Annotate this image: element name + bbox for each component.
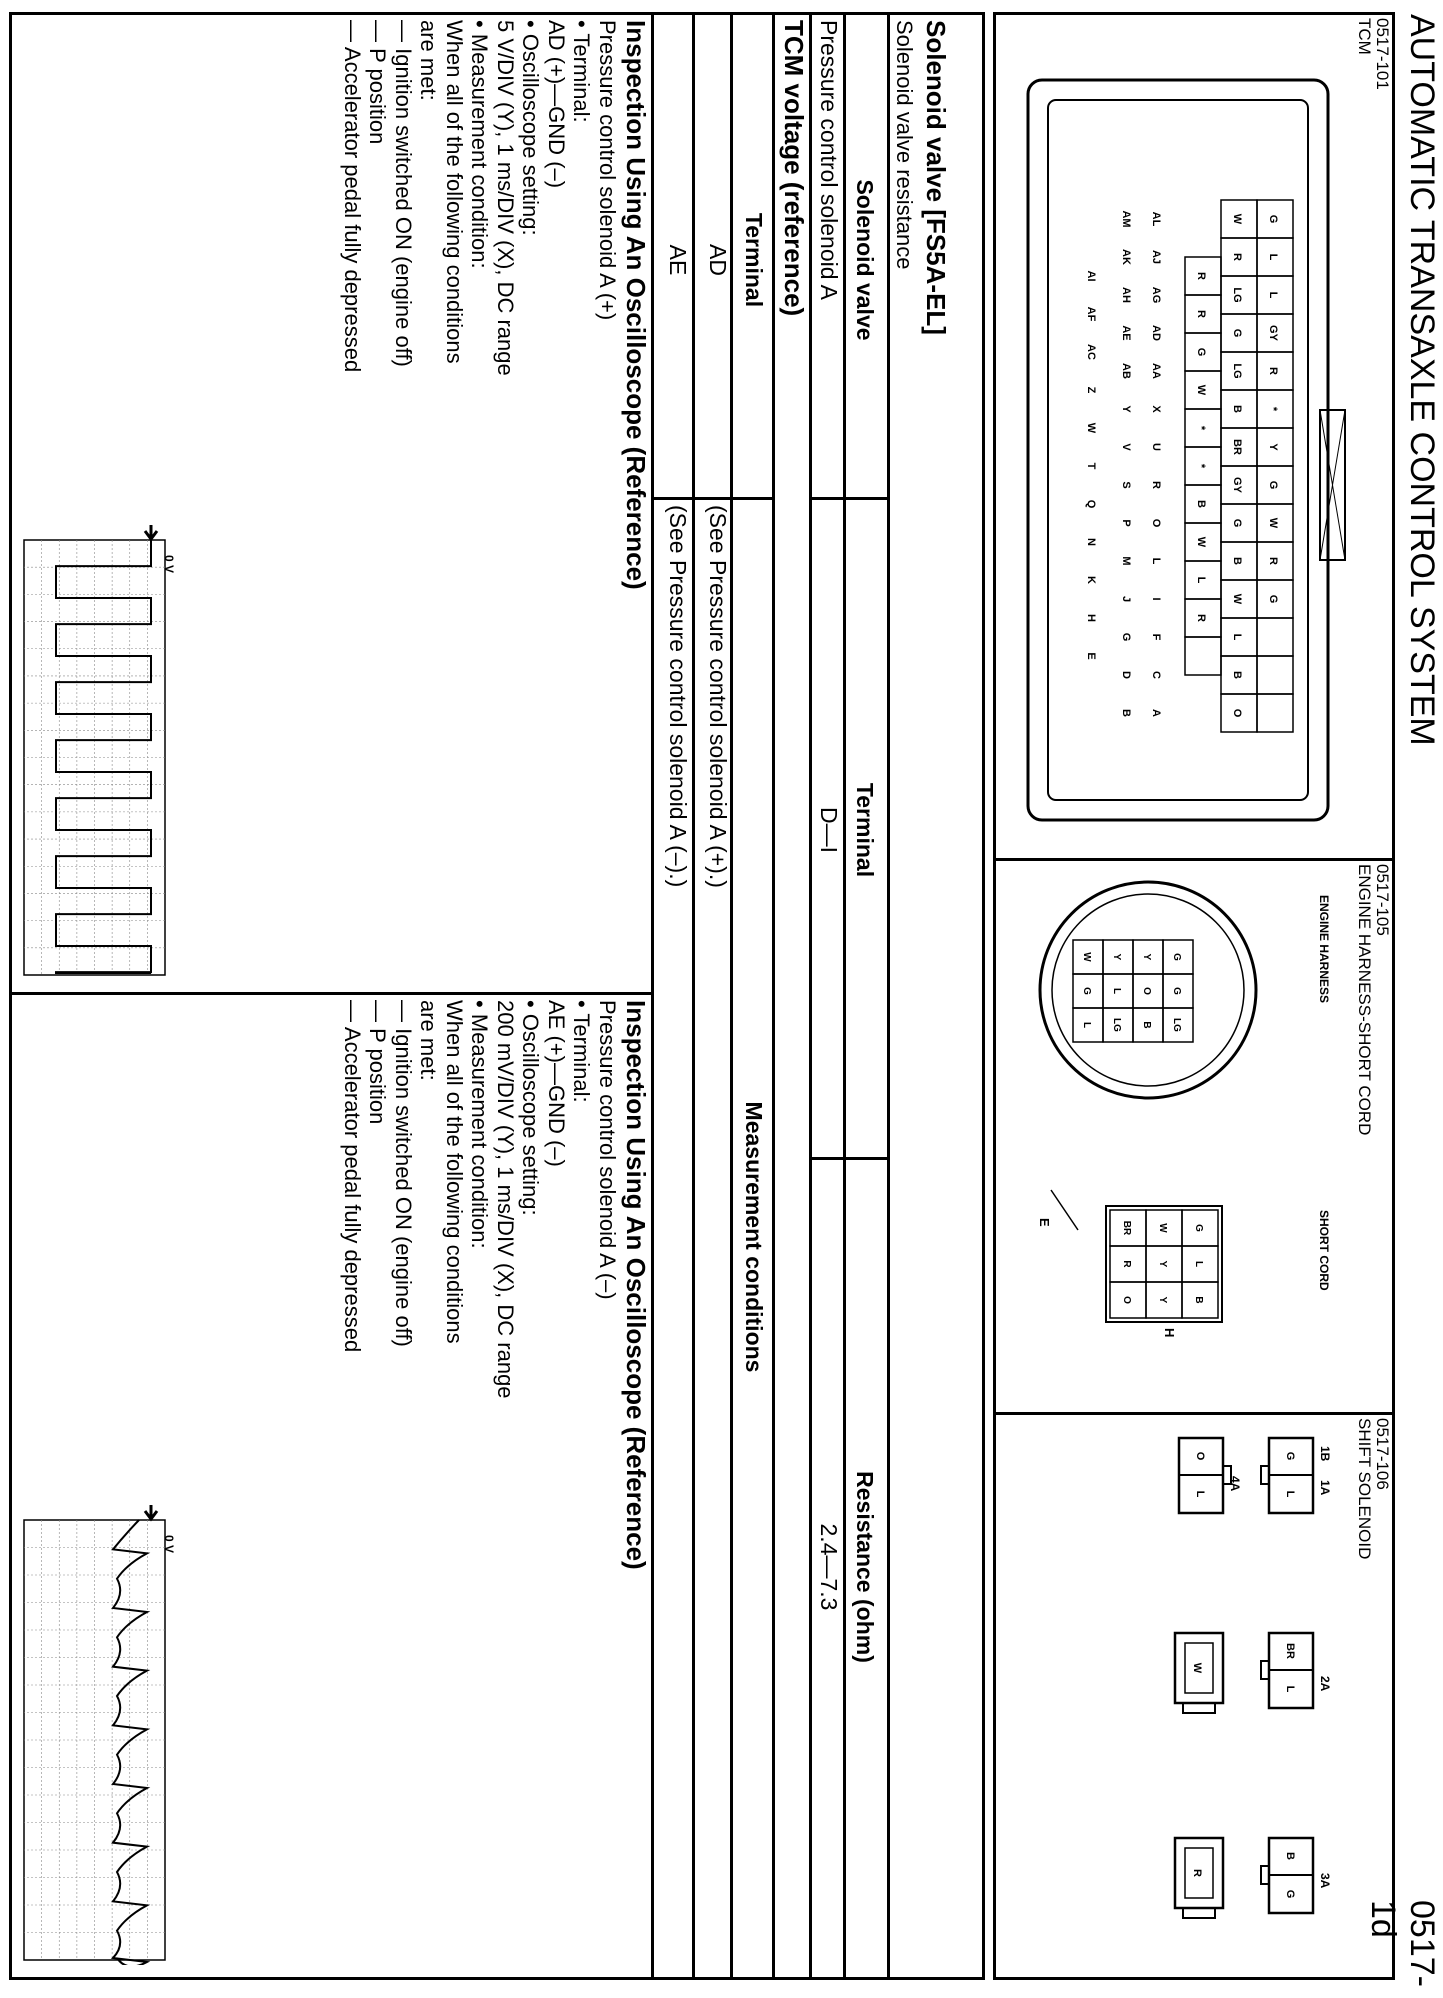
- wire-color: G: [1267, 480, 1279, 490]
- oscilloscope-heading: Inspection Using An Oscilloscope (Reference): [621, 20, 651, 590]
- pin-id: AF: [1085, 306, 1097, 322]
- col-resistance: Resistance (ohm): [852, 1471, 878, 1663]
- label-1a: 1A: [1318, 1480, 1332, 1496]
- tcm-connector-label: 0517-101 TCM: [1355, 18, 1392, 90]
- wire-color: *: [1195, 463, 1207, 469]
- instruction-line: Pressure control solenoid A (+): [595, 20, 620, 321]
- connector-2a: [1261, 1633, 1313, 1708]
- page-number: 0517-1d: [1364, 1900, 1441, 1987]
- pin-id: AH: [1120, 287, 1132, 303]
- pin-label: BR: [1284, 1643, 1296, 1659]
- pin-id: F: [1150, 633, 1162, 641]
- wire-color: L: [1193, 1260, 1204, 1268]
- label-2a: 2A: [1318, 1676, 1332, 1692]
- pin-label: L: [1194, 1490, 1206, 1498]
- shift-solenoid-connector-label: 0517-106 SHIFT SOLENOID: [1355, 1418, 1392, 1560]
- oscilloscope-waveform-plus: [18, 525, 173, 980]
- oscilloscope-instructions: [340, 1000, 621, 1970]
- pin-id: AG: [1150, 286, 1162, 304]
- oscilloscope-instructions: [340, 20, 621, 980]
- wire-color: R: [1267, 367, 1279, 375]
- wire-color: Y: [1267, 443, 1279, 451]
- wire-color: LG: [1111, 1018, 1122, 1032]
- label-1b: 1B: [1318, 1446, 1332, 1462]
- pin-id: D: [1120, 671, 1132, 679]
- pin-id: U: [1150, 443, 1162, 451]
- instruction-line: — Accelerator pedal fully depressed: [340, 20, 365, 373]
- pin-id: AE: [1120, 325, 1132, 341]
- pin-id: V: [1120, 443, 1132, 451]
- instruction-line: — Ignition switched ON (engine off): [391, 1000, 416, 1347]
- pin-id: J: [1120, 595, 1132, 603]
- wire-color: Y: [1111, 953, 1122, 961]
- pin-id: P: [1120, 519, 1132, 527]
- wire-color: W: [1231, 213, 1243, 225]
- col-solenoid-valve: Solenoid valve: [852, 179, 878, 341]
- panel-divider: [996, 1412, 1395, 1415]
- pin-id: M: [1120, 556, 1132, 566]
- instruction-line: — Ignition switched ON (engine off): [391, 20, 416, 367]
- wire-color: W: [1157, 1223, 1168, 1233]
- instruction-line: When all of the following conditions: [442, 1000, 467, 1344]
- label-4a: 4A: [1228, 1476, 1242, 1492]
- pin-id: I: [1150, 597, 1162, 601]
- wire-color: G: [1195, 347, 1207, 357]
- resistance-heading: Solenoid valve [FS5A-EL]: [921, 20, 951, 335]
- pin-id: N: [1085, 538, 1097, 546]
- pin-label: O: [1194, 1451, 1206, 1461]
- pin-label: W: [1191, 1662, 1203, 1674]
- instruction-line: Pressure control solenoid A (–): [595, 1000, 620, 1300]
- wire-color: R: [1195, 614, 1207, 622]
- wire-color: *: [1267, 406, 1279, 412]
- row-terminal: D—I: [816, 807, 842, 853]
- wire-color: O: [1121, 1296, 1132, 1304]
- resistance-subheading: Solenoid valve resistance: [892, 20, 917, 270]
- wire-color: BR: [1121, 1220, 1132, 1236]
- row-solenoid-valve: Pressure control solenoid A: [816, 20, 842, 300]
- wire-color: G: [1193, 1224, 1204, 1232]
- connector-r: [1175, 1838, 1223, 1918]
- wire-color: W: [1267, 517, 1279, 529]
- instruction-line: • Terminal:: [569, 1000, 595, 1103]
- wire-color: LG: [1231, 287, 1243, 303]
- instruction-line: 5 V/DIV (Y), 1 ms/DIV (X), DC range: [493, 20, 518, 376]
- instruction-line: AD (+)—GND (–): [544, 20, 569, 189]
- wire-color: O: [1231, 708, 1243, 718]
- wire-color: LG: [1231, 363, 1243, 379]
- pin-id: AA: [1150, 363, 1162, 379]
- pin-id: C: [1150, 671, 1162, 679]
- pin-id: AM: [1120, 210, 1132, 228]
- wire-color: G: [1267, 214, 1279, 224]
- wire-color: B: [1231, 557, 1243, 565]
- row-terminal-ae: AE: [665, 244, 691, 276]
- zero-arrow: [145, 525, 157, 539]
- pin-id: AI: [1085, 270, 1097, 282]
- engine-harness-label: ENGINE HARNESS: [1317, 895, 1331, 1004]
- pin-label: G: [1284, 1889, 1296, 1899]
- wire-color: R: [1267, 557, 1279, 565]
- wire-color: L: [1081, 1021, 1092, 1029]
- pin-id: AL: [1150, 211, 1162, 227]
- pin-cell: [1185, 637, 1221, 675]
- wire-color: B: [1193, 1296, 1204, 1304]
- pin-id: Q: [1085, 499, 1097, 509]
- harness-diagram: [1023, 880, 1313, 1400]
- wire-color: L: [1267, 253, 1279, 261]
- col-terminal: Terminal: [852, 782, 878, 878]
- pin-id: S: [1120, 481, 1132, 489]
- connector-4a: [1179, 1438, 1231, 1513]
- wire-color: GY: [1267, 325, 1279, 341]
- wire-color: BR: [1231, 439, 1243, 455]
- oscilloscope-section-minus: [340, 1000, 652, 1970]
- page-title: AUTOMATIC TRANSAXLE CONTROL SYSTEM: [1403, 14, 1441, 746]
- pin-id: H: [1085, 614, 1097, 622]
- row-terminal-ad: AD: [705, 244, 731, 276]
- wire-color: W: [1081, 952, 1092, 962]
- pin-label: B: [1284, 1852, 1296, 1860]
- wire-color: Y: [1157, 1296, 1168, 1304]
- instruction-line: — P position: [365, 20, 391, 145]
- pin-cell: [1257, 694, 1293, 732]
- row-resistance: 2.4—7.3: [816, 1523, 842, 1611]
- connector-3a: [1261, 1838, 1313, 1913]
- instruction-line: — P position: [365, 1000, 391, 1125]
- section-divider: [12, 992, 654, 995]
- waveform-trace: [56, 540, 151, 973]
- wire-color: B: [1231, 405, 1243, 413]
- instruction-line: are met:: [416, 1000, 442, 1081]
- zero-volt-label: 0 V: [162, 1535, 176, 1554]
- wire-color: R: [1121, 1260, 1132, 1268]
- zero-volt-label: 0 V: [162, 555, 176, 574]
- connector-w: [1175, 1633, 1223, 1713]
- pin-id: Z: [1085, 386, 1097, 394]
- wire-color: Y: [1157, 1260, 1168, 1268]
- instruction-line: — Accelerator pedal fully depressed: [340, 1000, 365, 1353]
- instruction-line: • Oscilloscope setting:: [518, 1000, 544, 1216]
- wire-color: G: [1081, 987, 1092, 995]
- wire-color: G: [1267, 594, 1279, 604]
- pin-cell: [1257, 656, 1293, 694]
- pin-id: G: [1120, 632, 1132, 642]
- pin-id: W: [1085, 422, 1097, 434]
- pin-id: R: [1150, 481, 1162, 489]
- wire-color: G: [1231, 328, 1243, 338]
- shift-solenoid-diagram: [1003, 1418, 1343, 1968]
- tcm-connector-diagram: [1003, 60, 1363, 860]
- row-conditions-ad: (See Pressure control solenoid A (+).): [705, 505, 731, 888]
- instruction-line: • Measurement condition:: [467, 20, 493, 269]
- wire-color: G: [1171, 987, 1182, 995]
- wire-color: LG: [1171, 1018, 1182, 1032]
- wire-color: L: [1231, 633, 1243, 641]
- pin-cell: [1257, 618, 1293, 656]
- connector-1: [1261, 1438, 1313, 1513]
- col-conditions: Measurement conditions: [741, 1101, 767, 1373]
- pin-label: L: [1284, 1685, 1296, 1693]
- instruction-line: • Terminal:: [569, 20, 595, 123]
- oscilloscope-section-plus: [340, 20, 652, 980]
- wire-color: W: [1195, 536, 1207, 548]
- instruction-line: 200 mV/DIV (Y), 1 ms/DIV (X), DC range: [493, 1000, 518, 1399]
- wire-color: R: [1195, 310, 1207, 318]
- wire-color: R: [1231, 253, 1243, 261]
- wire-color: W: [1231, 593, 1243, 605]
- instruction-line: • Oscilloscope setting:: [518, 20, 544, 236]
- wire-color: L: [1195, 576, 1207, 584]
- voltage-heading: TCM voltage (reference): [779, 20, 809, 317]
- pin-id: AD: [1150, 325, 1162, 341]
- pin-label: G: [1284, 1451, 1296, 1461]
- instruction-line: When all of the following conditions: [442, 20, 467, 364]
- pin-id: AJ: [1150, 249, 1162, 265]
- pin-id: O: [1150, 518, 1162, 528]
- wire-color: R: [1195, 272, 1207, 280]
- wire-color: GY: [1231, 477, 1243, 493]
- pin-label: L: [1284, 1490, 1296, 1498]
- pin-id: AB: [1120, 363, 1132, 379]
- wire-color: B: [1195, 500, 1207, 508]
- oscilloscope-heading: Inspection Using An Oscilloscope (Reference): [621, 1000, 651, 1570]
- instruction-line: are met:: [416, 20, 442, 101]
- wire-color: B: [1231, 671, 1243, 679]
- pin-id: L: [1150, 557, 1162, 565]
- wire-color: L: [1111, 987, 1122, 995]
- pin-id: AC: [1085, 344, 1097, 360]
- wire-color: *: [1195, 425, 1207, 431]
- mark-h: H: [1162, 1328, 1177, 1338]
- zero-arrow: [145, 1505, 157, 1519]
- engine-harness-connector-label: 0517-105 ENGINE HARNESS-SHORT CORD: [1355, 864, 1392, 1136]
- wire-color: Y: [1141, 953, 1152, 961]
- pin-id: A: [1150, 709, 1162, 717]
- wire-color: W: [1195, 384, 1207, 396]
- wire-color: G: [1231, 518, 1243, 528]
- pin-label: R: [1191, 1869, 1203, 1877]
- pin-id: Y: [1120, 405, 1132, 413]
- pin-id: T: [1085, 462, 1097, 470]
- wire-color: G: [1171, 953, 1182, 961]
- instruction-line: • Measurement condition:: [467, 1000, 493, 1249]
- wire-color: O: [1141, 987, 1152, 995]
- pin-id: B: [1120, 709, 1132, 717]
- pin-id: X: [1150, 405, 1162, 413]
- mark-e: E: [1037, 1218, 1052, 1227]
- waveform-trace: [113, 1520, 147, 1965]
- wire-color: L: [1267, 291, 1279, 299]
- pin-id: AK: [1120, 249, 1132, 265]
- instruction-line: AE (+)—GND (–): [544, 1000, 569, 1167]
- oscilloscope-waveform-minus: [18, 1505, 173, 1965]
- pin-id: E: [1085, 652, 1097, 660]
- label-3a: 3A: [1318, 1873, 1332, 1889]
- short-cord-label: SHORT CORD: [1317, 1210, 1331, 1291]
- pin-id: K: [1085, 576, 1097, 584]
- row-conditions-ae: (See Pressure control solenoid A (–).): [665, 505, 691, 888]
- col-terminal: Terminal: [741, 212, 767, 308]
- wire-color: B: [1141, 1021, 1152, 1029]
